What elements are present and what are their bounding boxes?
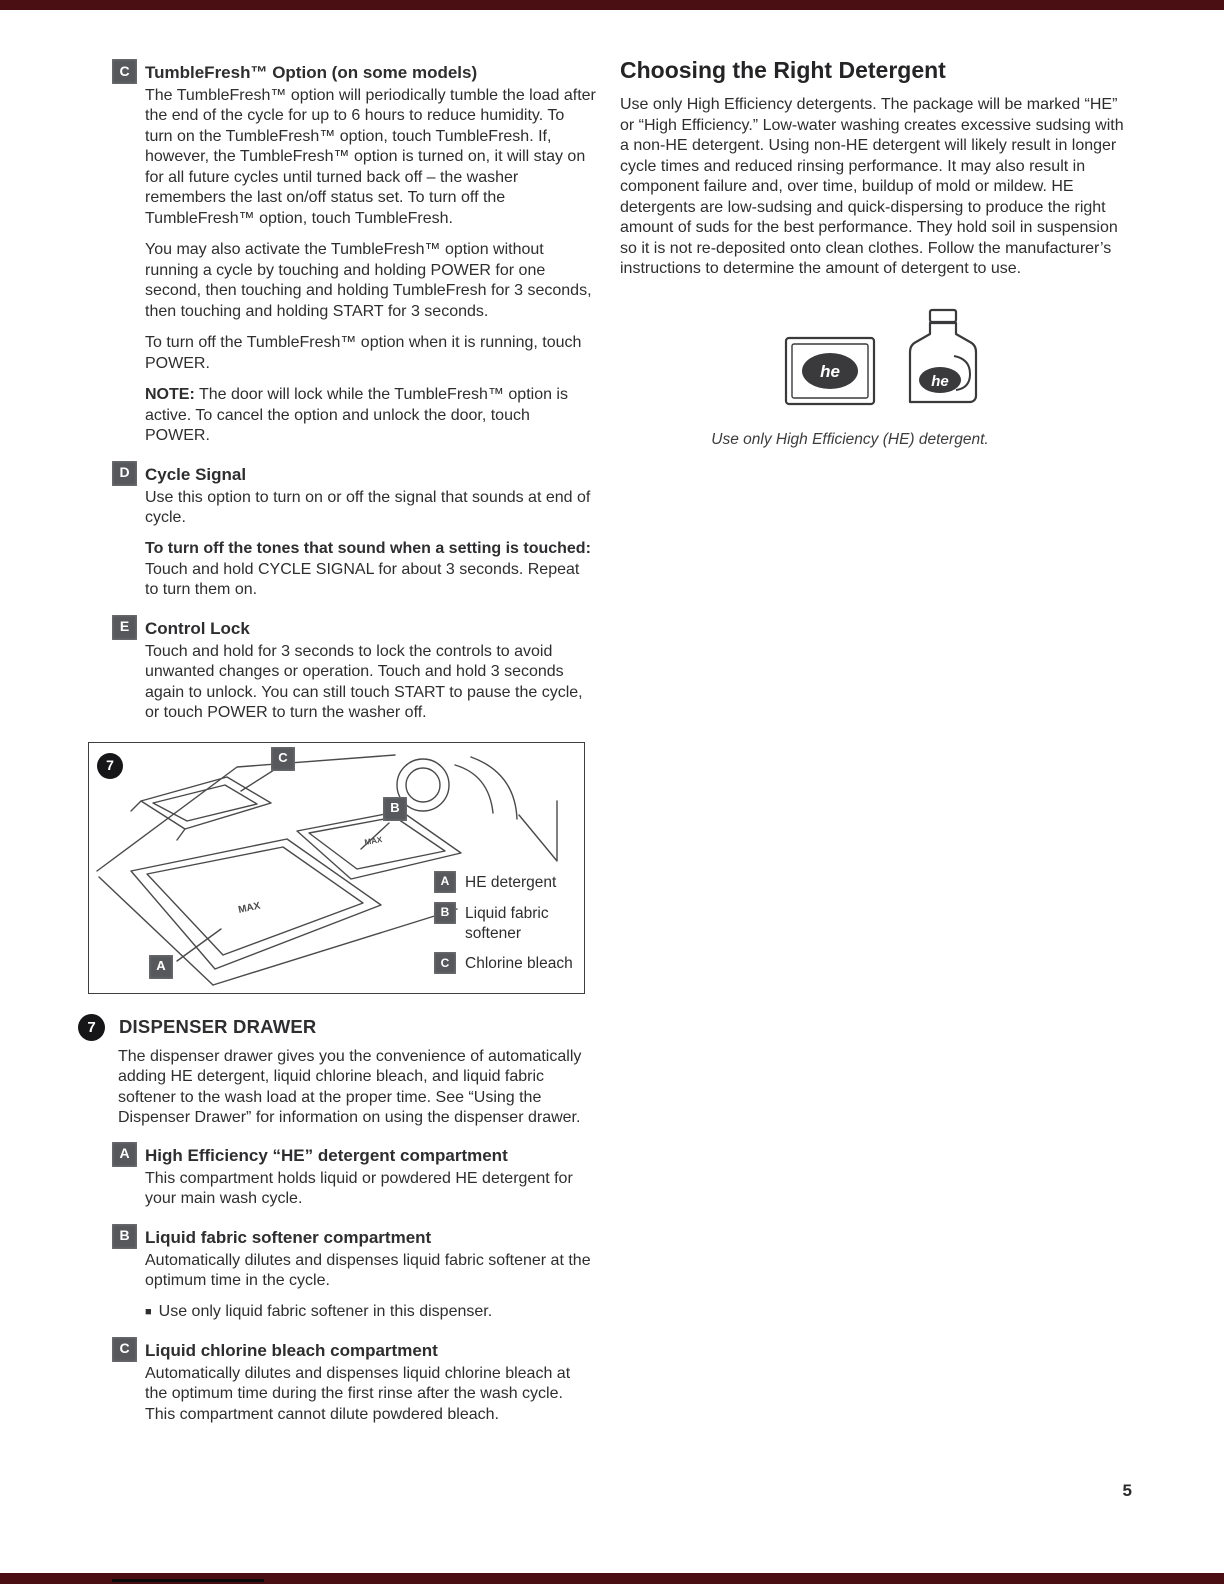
subsection-header xyxy=(88,1225,596,1249)
paragraph: The TumbleFresh™ option will periodically tumble the load after the end of the cycle for up to 6 hours to reduce humidity. To turn on the TumbleFresh™ option, touch TumbleFresh. If, however, the TumbleFresh™ option is turned on, it will stay on for all future cycles until turned back off – the washer remembers the last on/off status set. To turn off the TumbleFresh™ option, touch TumbleFresh. xyxy=(145,87,596,227)
subsection-fabric-softener xyxy=(88,1225,596,1323)
subsection-chlorine-bleach xyxy=(88,1338,596,1425)
paragraph: Automatically dilutes and dispenses liquid chlorine bleach at the optimum time during the first rinse after the wash cycle. This compartment cannot dilute powdered bleach. xyxy=(145,1364,571,1423)
section-cycle-signal-header xyxy=(88,462,596,486)
legend-item xyxy=(434,902,582,944)
choosing-detergent-body: Use only High Efficiency detergents. The package will be marked “HE” or “High Efficiency.” Low-water washing creates excessive sudsing with a non-HE detergent. Using non-HE detergent will likely result in longer cycle times and reduced rinsing performance. It may also result in component failure and, over time, buildup of mold or mildew. HE detergents are low-sudsing and quick-dispersing to produce the right amount of suds for the best performance. They hold soil in suspension so it is not re-deposited onto clean clothes. Follow the manufacturer’s instructions to determine the amount of detergent to use. xyxy=(620,96,1124,278)
section-cycle-signal-title: Cycle Signal xyxy=(145,464,247,484)
badge-d-icon: D xyxy=(112,461,137,486)
badge-a-icon: A xyxy=(112,1142,137,1167)
legend-label: HE detergent xyxy=(465,873,557,891)
detergent-art xyxy=(770,298,1020,418)
note-paragraph xyxy=(145,385,596,446)
legend-badge-c: C xyxy=(434,952,456,974)
section-cycle-signal xyxy=(88,462,596,601)
bold-lead: To turn off the tones that sound when a setting is touched: xyxy=(145,540,591,558)
dispenser-title: DISPENSER DRAWER xyxy=(119,1016,317,1038)
section-control-lock xyxy=(88,616,596,724)
section-tumblefresh-body xyxy=(145,86,596,447)
dispenser-header xyxy=(78,1014,596,1041)
badge-c-icon: C xyxy=(112,59,137,84)
paragraph: Touch and hold for 3 seconds to lock the controls to avoid unwanted changes or operation. Touch and hold 3 seconds again to unlock. You can still touch START to pause the cycle, or touch POWER to turn the washer off. xyxy=(145,642,583,722)
callout-c-marker: C xyxy=(271,747,295,771)
paragraph: To turn off the TumbleFresh™ option when it is running, touch POWER. xyxy=(145,334,582,372)
subsection-he-detergent xyxy=(88,1143,596,1210)
square-bullet-icon: ■ xyxy=(145,1306,152,1319)
diagram-legend xyxy=(434,871,582,984)
he-logo-bottle: he xyxy=(931,372,949,390)
section-cycle-signal-body xyxy=(145,488,596,601)
dispenser-intro: The dispenser drawer gives you the convenience of automatically adding HE detergent, liquid chlorine bleach, and liquid fabric softener to the wash load at the proper time. See “Using the Dispenser Drawer” for information on using the dispenser drawer. xyxy=(118,1047,582,1127)
section-dispenser-drawer xyxy=(88,1014,596,1426)
subsection-header xyxy=(88,1143,596,1167)
max-label: MAX xyxy=(363,834,383,847)
he-logo-box: he xyxy=(820,361,840,381)
paragraph: Use this option to turn on or off the signal that sounds at end of cycle. xyxy=(145,488,591,526)
section-control-lock-header xyxy=(88,616,596,640)
dispenser-drawer-diagram xyxy=(88,742,585,994)
paragraph: You may also activate the TumbleFresh™ option without running a cycle by touching and holding POWER for one second, then touching and holding TumbleFresh for 3 seconds, then touching and holding START for 3 seconds. xyxy=(145,241,592,320)
subsection-body xyxy=(145,1169,596,1210)
left-column xyxy=(88,60,596,1440)
choosing-detergent-heading: Choosing the Right Detergent xyxy=(620,57,946,83)
bullet-text: Use only liquid fabric softener in this dispenser. xyxy=(158,1303,493,1321)
badge-b-icon: B xyxy=(112,1224,137,1249)
bottom-rule xyxy=(112,1579,264,1582)
badge-c2-icon: C xyxy=(112,1337,137,1362)
number-7-marker: 7 xyxy=(78,1014,105,1041)
legend-badge-a: A xyxy=(434,871,456,893)
subsection-title: Liquid fabric softener compartment xyxy=(145,1227,432,1247)
max-label: MAX xyxy=(237,900,262,916)
subsection-header xyxy=(88,1338,596,1362)
subsection-title: High Efficiency “HE” detergent compartment xyxy=(145,1145,508,1165)
page-number: 5 xyxy=(1122,1481,1132,1501)
top-edge-strip xyxy=(0,0,1224,10)
section-control-lock-body xyxy=(145,642,596,724)
section-control-lock-title: Control Lock xyxy=(145,618,250,638)
paragraph xyxy=(145,539,596,600)
legend-item xyxy=(434,871,582,893)
subsection-body xyxy=(145,1364,596,1425)
callout-b-marker: B xyxy=(383,797,407,821)
section-tumblefresh xyxy=(88,60,596,447)
paragraph: This compartment holds liquid or powdered HE detergent for your main wash cycle. xyxy=(145,1169,573,1208)
note-text: The door will lock while the TumbleFresh™ option is active. To cancel the option and unlock the door, touch POWER. xyxy=(145,386,568,445)
subsection-body xyxy=(145,1251,596,1323)
legend-item xyxy=(434,952,582,974)
illustration-caption: Use only High Efficiency (HE) detergent. xyxy=(711,431,989,449)
note-label: NOTE: xyxy=(145,386,195,404)
lead-text: Touch and hold CYCLE SIGNAL for about 3 seconds. Repeat to turn them on. xyxy=(145,560,580,599)
badge-e-icon: E xyxy=(112,615,137,640)
he-detergent-illustration xyxy=(770,298,1020,424)
callout-a-marker: A xyxy=(149,955,173,979)
right-column xyxy=(620,56,1132,450)
section-tumblefresh-header xyxy=(88,60,596,84)
subsection-title: Liquid chlorine bleach compartment xyxy=(145,1340,438,1360)
legend-badge-b: B xyxy=(434,902,456,924)
bullet-item xyxy=(145,1302,596,1322)
paragraph: Automatically dilutes and dispenses liquid fabric softener at the optimum time in the cycle. xyxy=(145,1251,591,1289)
legend-label: Chlorine bleach xyxy=(465,955,573,973)
legend-label: Liquid fabric softener xyxy=(465,904,549,942)
callout-7-marker: 7 xyxy=(97,753,123,779)
section-tumblefresh-title: TumbleFresh™ Option (on some models) xyxy=(145,63,478,82)
